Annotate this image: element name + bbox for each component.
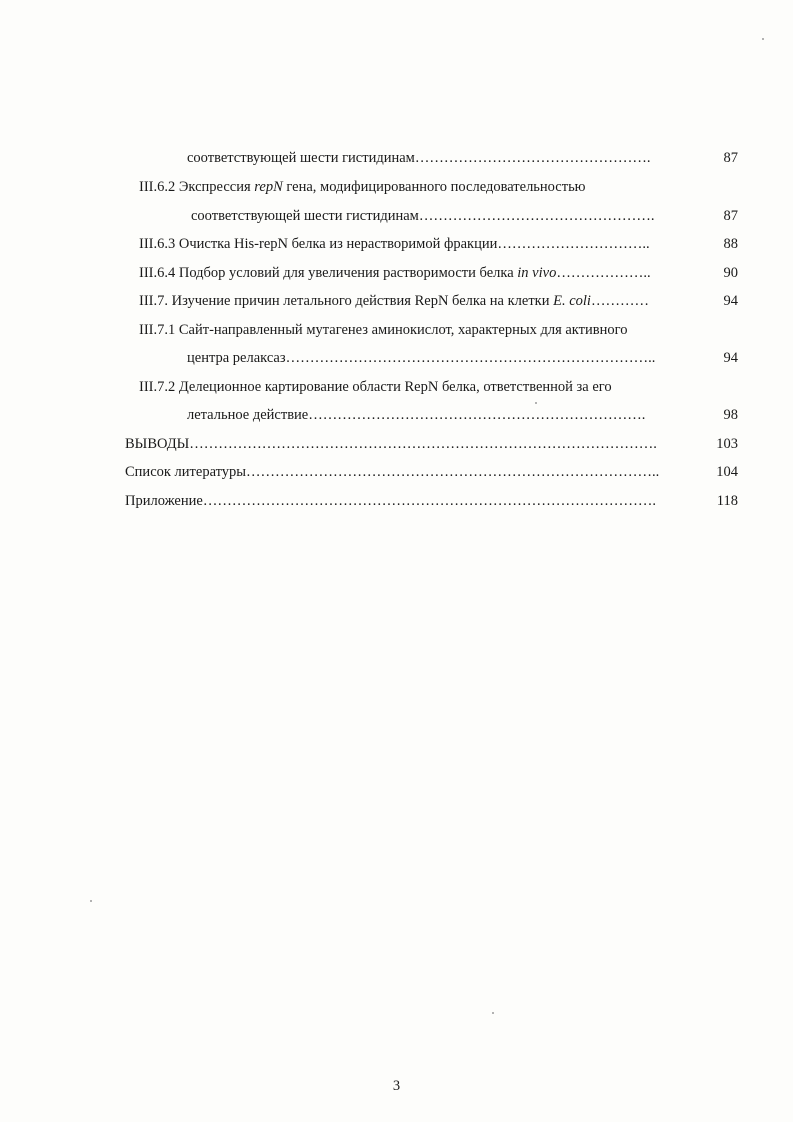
- toc-page-number: 98: [723, 407, 738, 423]
- toc-page-number: 88: [723, 236, 738, 252]
- toc-entry-text: III.6.2 Экспрессия repN гена, модифицированного последовательностью: [139, 179, 586, 195]
- toc-entry-text: III.7.2 Делеционное картирование области RepN белка, ответственной за его: [139, 379, 612, 395]
- toc-entry-text: ВЫВОДЫ…………………………………………………………………………………….: [125, 436, 657, 452]
- scan-speck: [762, 38, 764, 40]
- page-number: 3: [392, 1078, 401, 1094]
- toc-page-number: 90: [723, 265, 738, 281]
- toc-entry-text: Приложение………………………………………………………………………………….: [125, 493, 656, 509]
- toc-page-number: 94: [723, 350, 738, 366]
- scan-speck: [492, 1012, 494, 1014]
- scan-speck: [90, 900, 92, 902]
- toc-page-number: 87: [723, 208, 738, 224]
- toc-entry-text: летальное действие…………………………………………………………….: [187, 407, 646, 423]
- toc-page-number: 87: [723, 150, 738, 166]
- toc-page-number: 103: [716, 436, 738, 452]
- scan-speck: [535, 402, 537, 404]
- toc-entry-text: соответствующей шести гистидинам………………………………………….: [191, 208, 655, 224]
- toc-page-number: 94: [723, 293, 738, 309]
- toc-entry-text: центра релаксаз…………………………………………………………………..: [187, 350, 656, 366]
- toc-entry-text: III.7.1 Сайт-направленный мутагенез аминокислот, характерных для активного: [139, 322, 628, 338]
- toc-entry-text: III.6.4 Подбор условий для увеличения растворимости белка in vivo………………..: [139, 265, 651, 281]
- toc-page-number: 118: [716, 493, 738, 509]
- toc-entry-text: Список литературы…………………………………………………………………………..: [125, 464, 660, 480]
- toc-page-number: 104: [716, 464, 738, 480]
- toc-entry-text: III.7. Изучение причин летального действия RepN белка на клетки E. coli…………: [139, 293, 649, 309]
- toc-entry-text: соответствующей шести гистидинам………………………………………….: [187, 150, 651, 166]
- toc-entry-text: III.6.3 Очистка His-repN белка из нерастворимой фракции…………………………..: [139, 236, 650, 252]
